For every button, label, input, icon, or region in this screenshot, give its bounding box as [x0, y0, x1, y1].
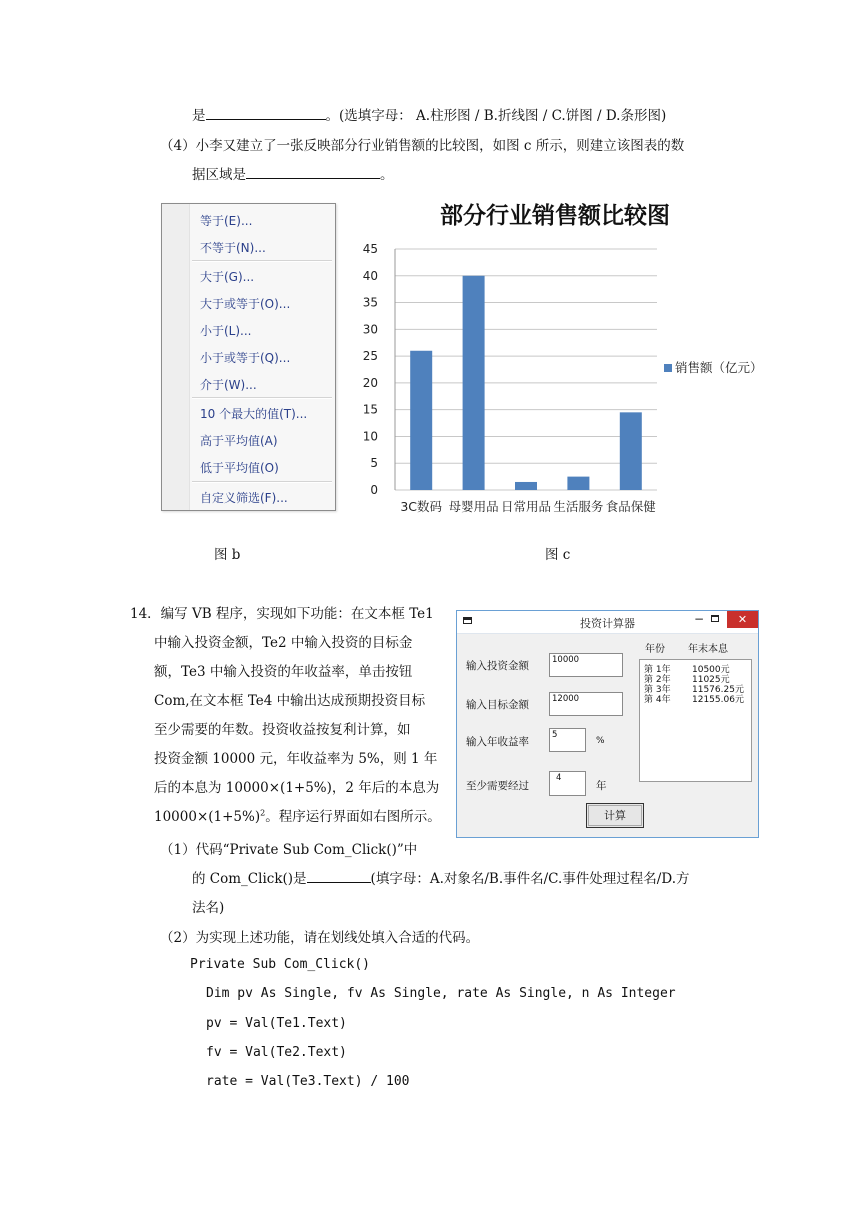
q14-line: 至少需要的年数。投资收益按复利计算，如: [154, 722, 411, 738]
formula-base: 10000×(1+5%): [154, 809, 261, 825]
row-year: 第 1年: [644, 665, 671, 675]
label-rate: 输入年收益率: [466, 736, 529, 748]
q3-tail-text: 是: [192, 108, 206, 124]
menu-item-less-equal[interactable]: 小于或等于(Q)...: [200, 351, 291, 365]
close-icon[interactable]: ✕: [727, 611, 758, 628]
q14-line-last: [154, 805, 441, 825]
row-year: 第 4年: [644, 695, 671, 705]
q4-line1: （4）小李又建立了一张反映部分行业销售额的比较图，如图 c 所示，则建立该图表的数: [160, 138, 685, 154]
investment-calculator-window: [456, 610, 759, 838]
q14-line: 投资金额 10000 元，年收益率为 5%，则 1 年: [154, 751, 438, 767]
figure-c-caption: 图 c: [545, 547, 571, 563]
y-tick-label: 30: [362, 322, 378, 337]
col-header-amount: 年末本息: [688, 644, 728, 655]
menu-separator: [192, 260, 332, 262]
q14-1-line2: [192, 867, 689, 887]
window-title: 投资计算器: [580, 617, 635, 630]
formula-tail: 。程序运行界面如右图所示。: [265, 809, 441, 825]
menu-item-greater[interactable]: 大于(G)...: [200, 270, 255, 284]
row-year: 第 2年: [644, 675, 671, 685]
y-tick-label: 0: [370, 483, 378, 497]
q4-line2-prefix: 据区域是: [192, 167, 246, 183]
label-years: 至少需要经过: [466, 780, 529, 792]
number-filter-menu: [161, 203, 336, 511]
q14-line: 后的本息为 10000×(1+5%)，2 年后的本息为: [154, 780, 440, 796]
y-tick-label: 15: [362, 402, 378, 417]
menu-item-equals[interactable]: 等于(E)...: [200, 214, 253, 228]
bar: [463, 276, 485, 490]
bar: [515, 482, 537, 490]
q3-options-text: 。(选填字母： A.柱形图 / B.折线图 / C.饼图 / D.条形图): [325, 108, 667, 124]
menu-item-above-average[interactable]: 高于平均值(A): [200, 434, 278, 448]
x-tick-label: 食品保健: [605, 499, 656, 514]
te2-target-input[interactable]: 12000: [549, 692, 623, 716]
q14-1-answer-blank[interactable]: [307, 868, 371, 883]
label-target: 输入目标金额: [466, 699, 529, 711]
legend-label: 销售额（亿元）: [675, 360, 763, 375]
menu-item-below-average[interactable]: 低于平均值(O): [200, 461, 279, 475]
list-item: [644, 692, 744, 705]
col-header-year: 年份: [645, 644, 665, 655]
y-tick-label: 25: [362, 349, 378, 364]
row-year: 第 3年: [644, 685, 671, 695]
q14-line: 额，Te3 中输入投资的年收益率，单击按钮: [154, 664, 413, 680]
y-tick-label: 40: [362, 268, 378, 283]
q14-1-options: (填字母：A.对象名/B.事件名/C.事件处理过程名/D.方: [370, 871, 690, 887]
menu-separator: [192, 397, 332, 399]
figure-b-caption: 图 b: [214, 547, 241, 563]
row-amount: 10500元: [692, 665, 730, 675]
q4-line2-suffix: 。: [380, 167, 394, 183]
q3-answer-blank[interactable]: [206, 105, 326, 120]
y-tick-label: 45: [362, 242, 378, 256]
percent-label: %: [596, 736, 605, 746]
q14-line: 中输入投资金额，Te2 中输入投资的目标金: [154, 635, 413, 651]
x-tick-label: 日常用品: [500, 499, 552, 514]
label-amount: 输入投资金额: [466, 660, 529, 672]
menu-item-greater-equal[interactable]: 大于或等于(O)...: [200, 297, 291, 311]
row-amount: 11025元: [692, 675, 730, 685]
te3-rate-input[interactable]: 5: [549, 728, 586, 752]
menu-item-top10[interactable]: 10 个最大的值(T)...: [200, 407, 308, 421]
menu-separator: [192, 481, 332, 483]
menu-gutter: [162, 204, 190, 510]
bar: [567, 477, 589, 490]
code-line: pv = Val(Te1.Text): [206, 1016, 347, 1031]
x-tick-label: 生活服务: [553, 499, 604, 514]
bar: [410, 351, 432, 490]
year-unit-label: 年: [596, 780, 607, 792]
result-listbox[interactable]: [639, 659, 752, 782]
row-amount: 12155.06元: [692, 695, 744, 705]
window-titlebar: [457, 611, 758, 634]
minimize-icon[interactable]: −: [694, 612, 705, 626]
com-calculate-button[interactable]: 计算: [586, 803, 644, 828]
q14-line: Com,在文本框 Te4 中输出达成预期投资目标: [154, 693, 426, 709]
bar-chart: [350, 232, 770, 522]
y-tick-label: 35: [362, 295, 378, 310]
te1-amount-input[interactable]: 10000: [549, 653, 623, 677]
row-amount: 11576.25元: [692, 685, 744, 695]
menu-item-custom-filter[interactable]: 自定义筛选(F)...: [200, 491, 288, 505]
y-tick-label: 10: [362, 429, 378, 444]
code-line: Dim pv As Single, fv As Single, rate As Single, n As Integer: [206, 986, 676, 1001]
menu-item-between[interactable]: 介于(W)...: [200, 378, 257, 392]
q14-line: 14．编写 VB 程序，实现如下功能：在文本框 Te1: [130, 606, 434, 622]
x-tick-label: 母婴用品: [448, 499, 499, 514]
q14-1-line1: （1）代码“Private Sub Com_Click()”中: [160, 842, 418, 858]
y-tick-label: 5: [370, 456, 378, 471]
q14-2-line: （2）为实现上述功能，请在划线处填入合适的代码。: [160, 930, 480, 946]
q4-line2: [192, 163, 394, 183]
chart-title: 部分行业销售额比较图: [440, 203, 670, 229]
q3-answer-line: [192, 104, 666, 124]
code-line: Private Sub Com_Click(): [190, 957, 371, 972]
bar: [620, 412, 642, 490]
menu-item-not-equals[interactable]: 不等于(N)...: [200, 241, 266, 255]
q14-1-line3: 法名): [192, 900, 225, 916]
te4-years-output[interactable]: 4: [549, 771, 586, 796]
q14-1-prefix: 的 Com_Click()是: [192, 871, 307, 887]
menu-item-less[interactable]: 小于(L)...: [200, 324, 252, 338]
x-tick-label: 3C数码: [400, 499, 443, 514]
code-line: rate = Val(Te3.Text) / 100: [206, 1074, 410, 1089]
maximize-icon[interactable]: [711, 615, 719, 622]
q4-answer-blank[interactable]: [246, 164, 380, 179]
legend-swatch: [664, 364, 672, 372]
y-tick-label: 20: [362, 375, 378, 390]
formula-exponent: 2: [260, 808, 266, 818]
code-line: fv = Val(Te2.Text): [206, 1045, 347, 1060]
